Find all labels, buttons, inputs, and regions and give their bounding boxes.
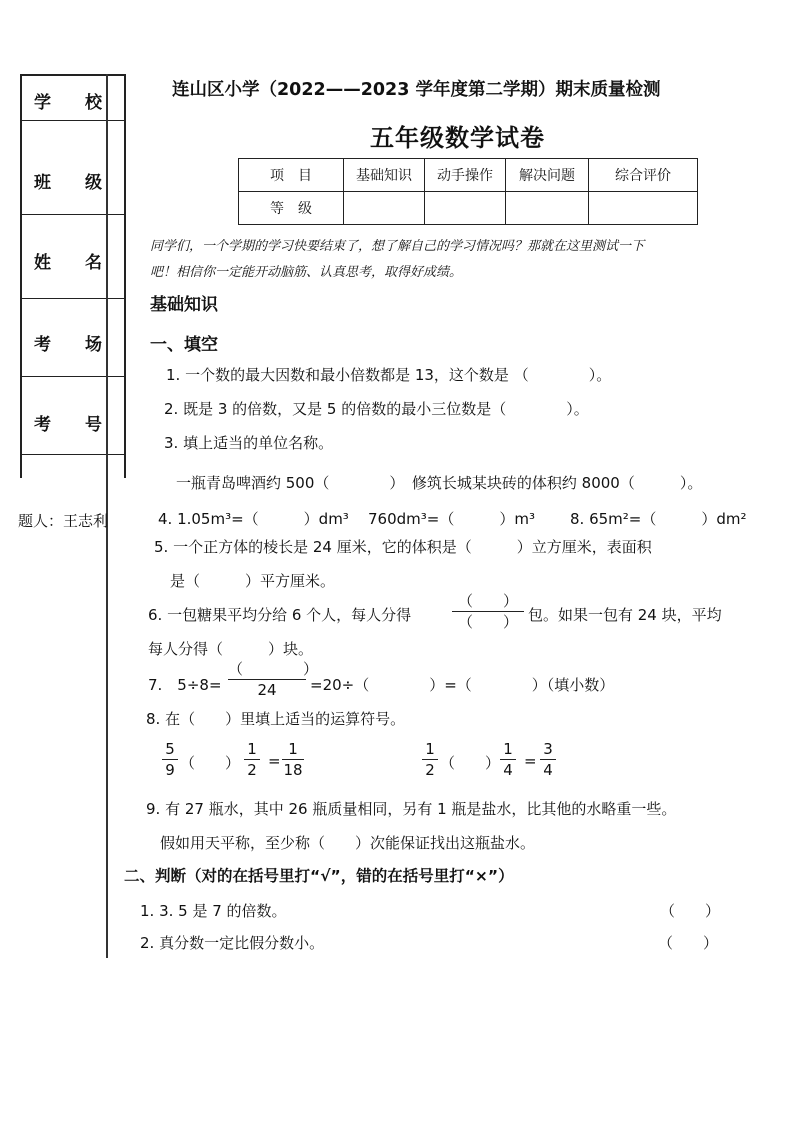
q8l-b-den: 2 <box>247 761 257 779</box>
q8l-frac-a <box>162 740 178 779</box>
grade-table-row-label: 项 目 <box>239 159 344 192</box>
intro-text <box>150 234 790 280</box>
grade-col-problem: 解决问题 <box>506 159 589 192</box>
q8l-frac-c <box>282 740 304 779</box>
examiner-name: 题人：王志利 <box>18 512 109 530</box>
fill-q3: 3. 填上适当的单位名称。 <box>164 434 334 452</box>
judge-q1-answer[interactable]: （ ） <box>660 902 721 920</box>
fill-q2: 2. 既是 3 的倍数，又是 5 的倍数的最小三位数是（ ）。 <box>164 400 589 418</box>
fill-q6b: 每人分得（ ）块。 <box>148 640 314 658</box>
fraction-bar <box>452 611 524 612</box>
exam-title: 连山区小学（2022——2023 学年度第二学期）期末质量检测 <box>172 80 661 100</box>
fill-q6-frac-num[interactable]: （ ） <box>457 592 518 610</box>
fraction-bar <box>422 759 438 760</box>
school-field[interactable] <box>22 120 126 121</box>
class-label: 班 级 <box>34 173 116 193</box>
fill-q4c: 8. 65m²=（ ）dm² <box>570 510 747 528</box>
judge-q2-answer[interactable]: （ ） <box>658 934 719 952</box>
fraction-bar <box>244 759 260 760</box>
fraction-bar <box>228 679 306 680</box>
name-label: 姓 名 <box>34 253 116 273</box>
exam-room-label: 考 场 <box>34 335 116 355</box>
student-info-box <box>20 74 126 478</box>
fill-q7-frac-den: 24 <box>257 681 277 699</box>
exam-subtitle: 五年级数学试卷 <box>370 124 545 152</box>
q8r-frac-a <box>422 740 438 779</box>
fraction-bar <box>500 759 516 760</box>
grade-cell-overall[interactable] <box>589 192 698 225</box>
q8r-a-num: 1 <box>425 740 435 758</box>
exam-room-field[interactable] <box>22 376 126 377</box>
fraction-bar <box>282 759 304 760</box>
fill-q3a: 一瓶青岛啤酒约 500（ ） 修筑长城某块砖的体积约 8000（ ）。 <box>176 474 703 492</box>
fill-q7-pre: 7. 5÷8= <box>148 676 222 694</box>
q8r-b-den: 4 <box>503 761 513 779</box>
judge-heading: 二、判断（对的在括号里打“√”，错的在括号里打“×”） <box>124 867 514 885</box>
intro-line-2: 吧！相信你一定能开动脑筋、认真思考，取得好成绩。 <box>150 265 463 280</box>
grade-col-basic: 基础知识 <box>344 159 425 192</box>
q8r-c-den: 4 <box>543 761 553 779</box>
grade-col-overall: 综合评价 <box>589 159 698 192</box>
grade-table-level-label: 等 级 <box>239 192 344 225</box>
fill-q9b: 假如用天平称，至少称（ ）次能保证找出这瓶盐水。 <box>160 834 536 852</box>
grade-cell-basic[interactable] <box>344 192 425 225</box>
fill-q6a-pre: 6. 一包糖果平均分给 6 个人，每人分得 <box>148 606 412 624</box>
q8l-operator-blank[interactable]: （ ） <box>180 754 241 772</box>
fraction-bar <box>540 759 556 760</box>
intro-line-1: 同学们，一个学期的学习快要结束了，想了解自己的学习情况吗？那就在这里测试一下 <box>150 239 645 254</box>
fill-q4b: 760dm³=（ ）m³ <box>368 510 535 528</box>
q8l-c-den: 18 <box>283 761 303 779</box>
exam-number-label: 考 号 <box>34 415 116 435</box>
fill-q6-frac-den[interactable]: （ ） <box>457 613 518 631</box>
judge-q2: 2. 真分数一定比假分数小。 <box>140 934 325 952</box>
q8l-equals: = <box>268 752 281 770</box>
q8r-b-num: 1 <box>503 740 513 758</box>
fill-q5b: 是（ ）平方厘米。 <box>170 572 336 590</box>
q8r-a-den: 2 <box>425 761 435 779</box>
judge-q1: 1. 3. 5 是 7 的倍数。 <box>140 902 287 920</box>
fill-q1: 1. 一个数的最大因数和最小倍数都是 13，这个数是 （ ）。 <box>166 366 612 384</box>
q8l-b-num: 1 <box>247 740 257 758</box>
fill-q7-post: =20÷（ ）=（ ）（填小数） <box>310 676 615 694</box>
grade-cell-problem[interactable] <box>506 192 589 225</box>
q8r-operator-blank[interactable]: （ ） <box>440 754 501 772</box>
q8l-a-num: 5 <box>165 740 175 758</box>
grade-col-operation: 动手操作 <box>425 159 506 192</box>
name-field[interactable] <box>22 298 126 299</box>
q8l-a-den: 9 <box>165 761 175 779</box>
q8r-equals: = <box>524 752 537 770</box>
fill-q6a-post: 包。如果一包有 24 块，平均 <box>528 606 722 624</box>
fill-q5a: 5. 一个正方体的棱长是 24 厘米，它的体积是（ ）立方厘米，表面积 <box>154 538 652 556</box>
q8r-c-num: 3 <box>543 740 553 758</box>
fill-q9a: 9. 有 27 瓶水，其中 26 瓶质量相同，另有 1 瓶是盐水，比其他的水略重一些。 <box>146 800 677 818</box>
fill-q6-fraction <box>452 592 524 631</box>
fill-q7-frac-num[interactable]: （ ） <box>228 660 319 678</box>
part-title: 基础知识 <box>150 295 218 315</box>
fill-q7-fraction <box>228 660 319 699</box>
q8r-frac-c <box>540 740 556 779</box>
q8r-frac-b <box>500 740 516 779</box>
fill-heading: 一、填空 <box>150 335 218 355</box>
grade-cell-operation[interactable] <box>425 192 506 225</box>
exam-number-field[interactable] <box>22 454 126 455</box>
fill-q4a: 4. 1.05m³=（ ）dm³ <box>158 510 349 528</box>
fraction-bar <box>162 759 178 760</box>
q8l-c-num: 1 <box>288 740 298 758</box>
fill-q8: 8. 在（ ）里填上适当的运算符号。 <box>146 710 406 728</box>
class-field[interactable] <box>22 214 126 215</box>
school-label: 学 校 <box>34 93 116 113</box>
q8l-frac-b <box>244 740 260 779</box>
grade-table <box>238 158 698 225</box>
